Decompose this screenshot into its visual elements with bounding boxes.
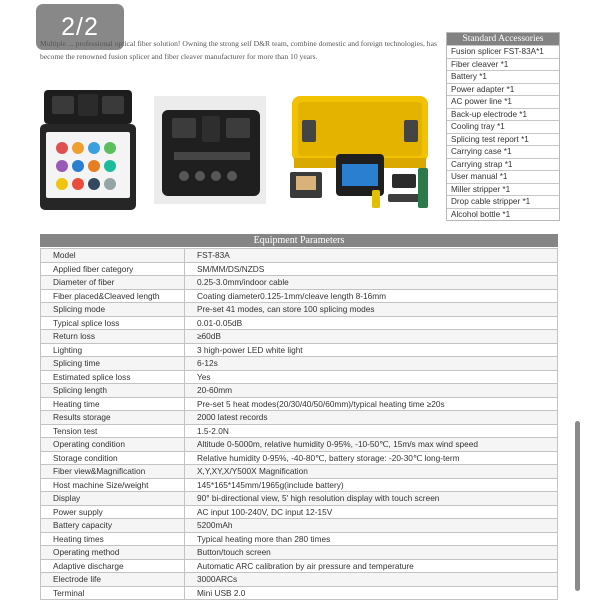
param-value: Typical heating more than 280 times (185, 532, 558, 546)
param-label: Results storage (41, 411, 185, 425)
param-label: Lighting (41, 343, 185, 357)
param-value: Relative humidity 0-95%, -40-80℃, battery storage: -20-30℃ long-term (185, 451, 558, 465)
table-row (41, 276, 558, 290)
table-row (41, 330, 558, 344)
accessory-item: Alcohol bottle *1 (447, 208, 559, 221)
accessories-title: Standard Accessories (447, 33, 559, 45)
standard-accessories-panel (446, 32, 560, 221)
table-row (41, 397, 558, 411)
table-row (41, 492, 558, 506)
param-value: AC input 100-240V, DC input 12-15V (185, 505, 558, 519)
table-row (41, 424, 558, 438)
param-value: Mini USB 2.0 (185, 586, 558, 600)
param-label: Operating condition (41, 438, 185, 452)
param-value: 5200mAh (185, 519, 558, 533)
table-row (41, 505, 558, 519)
table-row (41, 532, 558, 546)
param-value: Pre-set 5 heat modes(20/30/40/50/60mm)/typical heating time ≥20s (185, 397, 558, 411)
accessory-item: User manual *1 (447, 170, 559, 183)
intro-text: Multiple ... professional optical fiber solution! Owning the strong self D&R team, combine domestic and foreign technologies, has become the renowned fusion splicer and fiber cleaver manufacturer for more than 10 years. (40, 39, 437, 61)
table-row (41, 289, 558, 303)
equipment-parameters-title: Equipment Parameters (40, 234, 558, 247)
carrying-case-kit-photo (284, 90, 436, 212)
param-value: FST-83A (185, 249, 558, 263)
param-value: ≥60dB (185, 330, 558, 344)
param-value: 20-60mm (185, 384, 558, 398)
table-row (41, 573, 558, 587)
splicer-closeup-photo (154, 96, 266, 204)
table-row (41, 465, 558, 479)
param-value: 2000 latest records (185, 411, 558, 425)
accessory-item: Back-up electrode *1 (447, 108, 559, 121)
param-value: 6-12s (185, 357, 558, 371)
fusion-splicer-photo (38, 86, 138, 214)
param-label: Tension test (41, 424, 185, 438)
table-row (41, 586, 558, 600)
accessory-item: Splicing test report *1 (447, 133, 559, 146)
param-label: Splicing length (41, 384, 185, 398)
param-label: Model (41, 249, 185, 263)
table-row (41, 559, 558, 573)
accessory-item: AC power line *1 (447, 95, 559, 108)
param-label: Heating time (41, 397, 185, 411)
accessory-item: Fiber cleaver *1 (447, 58, 559, 71)
param-value: X,Y,XY,X/Y500X Magnification (185, 465, 558, 479)
table-row (41, 411, 558, 425)
accessory-item: Drop cable stripper *1 (447, 195, 559, 208)
param-label: Terminal (41, 586, 185, 600)
param-label: Fiber view&Magnification (41, 465, 185, 479)
param-value: 90° bi-directional view, 5' high resolution display with touch screen (185, 492, 558, 506)
vertical-scrollbar[interactable] (575, 421, 580, 591)
table-row (41, 343, 558, 357)
param-label: Host machine Size/weight (41, 478, 185, 492)
table-row (41, 478, 558, 492)
page-counter: 2/2 (36, 4, 124, 50)
accessory-item: Carrying strap *1 (447, 158, 559, 171)
table-row (41, 316, 558, 330)
param-label: Applied fiber category (41, 262, 185, 276)
table-row (41, 438, 558, 452)
param-value: 3000ARCs (185, 573, 558, 587)
param-value: SM/MM/DS/NZDS (185, 262, 558, 276)
table-row (41, 357, 558, 371)
accessory-item: Cooling tray *1 (447, 120, 559, 133)
param-value: Automatic ARC calibration by air pressure and temperature (185, 559, 558, 573)
param-label: Power supply (41, 505, 185, 519)
table-row (41, 249, 558, 263)
param-label: Splicing time (41, 357, 185, 371)
param-value: Button/touch screen (185, 546, 558, 560)
param-label: Return loss (41, 330, 185, 344)
table-row (41, 303, 558, 317)
accessory-item: Carrying case *1 (447, 145, 559, 158)
param-value: 0.01-0.05dB (185, 316, 558, 330)
table-row (41, 519, 558, 533)
equipment-parameters-table (40, 248, 558, 600)
accessory-item: Miller stripper *1 (447, 183, 559, 196)
param-label: Estimated splice loss (41, 370, 185, 384)
table-row (41, 546, 558, 560)
table-row (41, 451, 558, 465)
table-row (41, 370, 558, 384)
param-label: Fiber placed&Cleaved length (41, 289, 185, 303)
param-value: 145*165*145mm/1965g(include battery) (185, 478, 558, 492)
accessory-item: Battery *1 (447, 70, 559, 83)
table-row (41, 262, 558, 276)
param-value: 1.5-2.0N (185, 424, 558, 438)
param-value: Coating diameter0.125-1mm/cleave length 8-16mm (185, 289, 558, 303)
param-label: Adaptive discharge (41, 559, 185, 573)
param-label: Splicing mode (41, 303, 185, 317)
param-value: Yes (185, 370, 558, 384)
param-label: Storage condition (41, 451, 185, 465)
param-value: Pre-set 41 modes, can store 100 splicing modes (185, 303, 558, 317)
accessory-item: Fusion splicer FST-83A*1 (447, 45, 559, 58)
param-label: Operating method (41, 546, 185, 560)
param-value: 3 high-power LED white light (185, 343, 558, 357)
param-label: Typical splice loss (41, 316, 185, 330)
accessory-item: Power adapter *1 (447, 83, 559, 96)
param-label: Display (41, 492, 185, 506)
param-label: Heating times (41, 532, 185, 546)
param-label: Electrode life (41, 573, 185, 587)
param-value: 0.25-3.0mm/indoor cable (185, 276, 558, 290)
param-label: Battery capacity (41, 519, 185, 533)
table-row (41, 384, 558, 398)
param-value: Altitude 0-5000m, relative humidity 0-95%, -10-50℃, 15m/s max wind speed (185, 438, 558, 452)
param-label: Diameter of fiber (41, 276, 185, 290)
